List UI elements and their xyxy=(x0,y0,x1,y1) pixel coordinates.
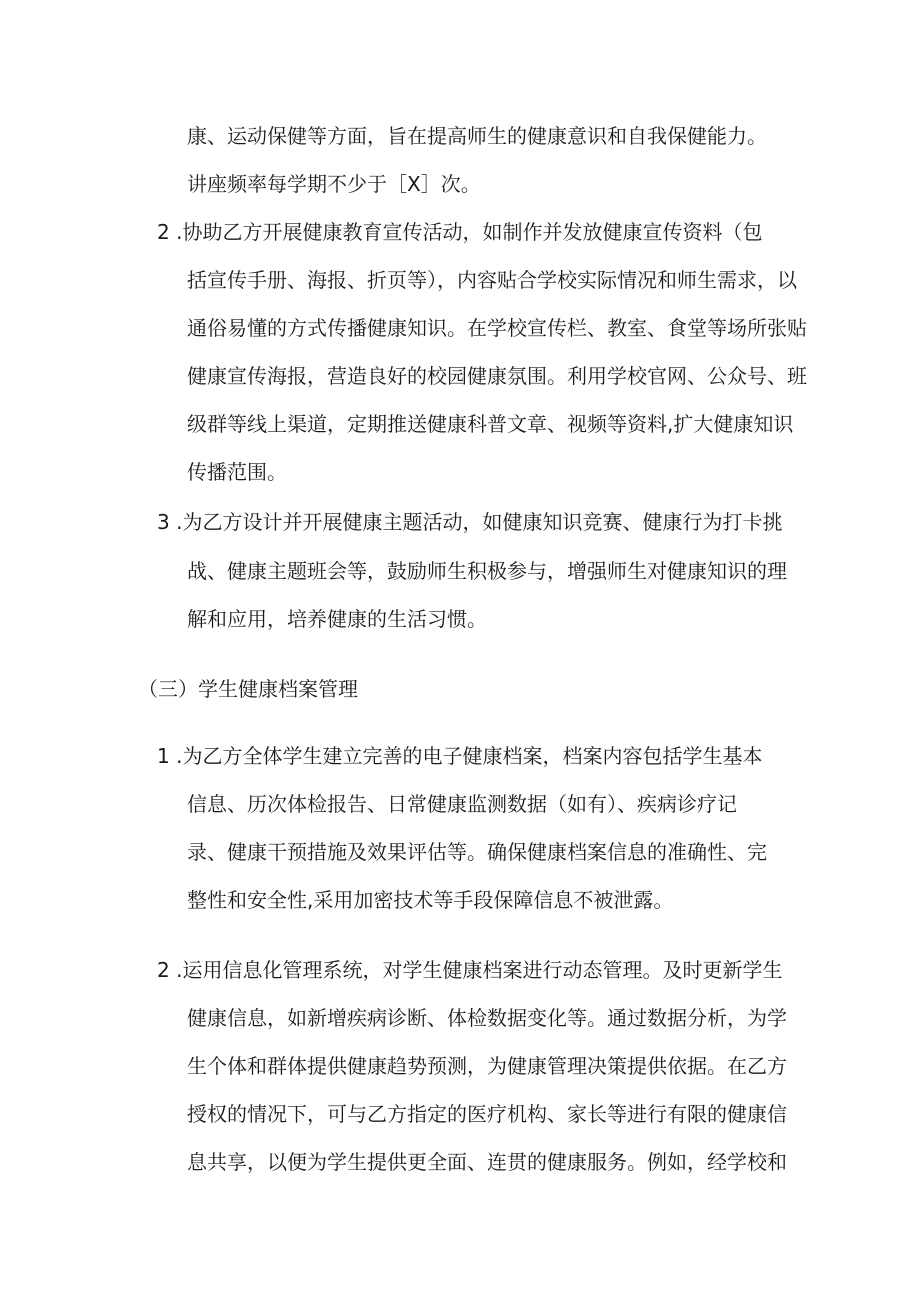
text-line: 解和应用，培养健康的生活习惯。 xyxy=(187,607,487,631)
text-line: 息共享，以便为学生提供更全面、连贯的健康服务。例如，经学校和 xyxy=(187,1150,787,1174)
text-line: 康、运动保健等方面，旨在提高师生的健康意识和自我保健能力。 xyxy=(187,124,767,148)
text-line: 战、健康主题班会等，鼓励师生积极参与，增强师生对健康知识的理 xyxy=(187,559,787,583)
text-line: 健康信息，如新增疾病诊断、体检数据变化等。通过数据分析，为学 xyxy=(187,1006,787,1030)
list-item-line: 1 .为乙方全体学生建立完善的电子健康档案，档案内容包括学生基本 xyxy=(157,744,763,768)
text-line: 录、健康干预措施及效果评估等。确保健康档案信息的准确性、完 xyxy=(187,840,767,864)
text-line: 讲座频率每学期不少于［X］次。 xyxy=(187,172,481,196)
list-item-line: 2 .协助乙方开展健康教育宣传活动，如制作并发放健康宣传资料（包 xyxy=(157,220,763,244)
text-line: 整性和安全性,采用加密技术等手段保障信息不被泄露。 xyxy=(187,888,674,912)
text-line: 授权的情况下，可与乙方指定的医疗机构、家长等进行有限的健康信 xyxy=(187,1102,787,1126)
section-heading: （三）学生健康档案管理 xyxy=(138,677,358,701)
list-item-line: 3 .为乙方设计并开展健康主题活动，如健康知识竞赛、健康行为打卡挑 xyxy=(157,510,783,534)
list-item-line: 2 .运用信息化管理系统，对学生健康档案进行动态管理。及时更新学生 xyxy=(157,958,783,982)
text-line: 通俗易懂的方式传播健康知识。在学校宣传栏、教室、食堂等场所张贴 xyxy=(187,316,807,340)
text-line: 括宣传手册、海报、折页等），内容贴合学校实际情况和师生需求，以 xyxy=(187,268,797,292)
text-line: 信息、历次体检报告、日常健康监测数据（如有）、疾病诊疗记 xyxy=(187,792,737,816)
text-line: 健康宣传海报，营造良好的校园健康氛围。利用学校官网、公众号、班 xyxy=(187,364,807,388)
text-line: 级群等线上渠道，定期推送健康科普文章、视频等资料,扩大健康知识 xyxy=(187,412,794,436)
text-line: 生个体和群体提供健康趋势预测，为健康管理决策提供依据。在乙方 xyxy=(187,1054,787,1078)
text-line: 传播范围。 xyxy=(187,460,287,484)
